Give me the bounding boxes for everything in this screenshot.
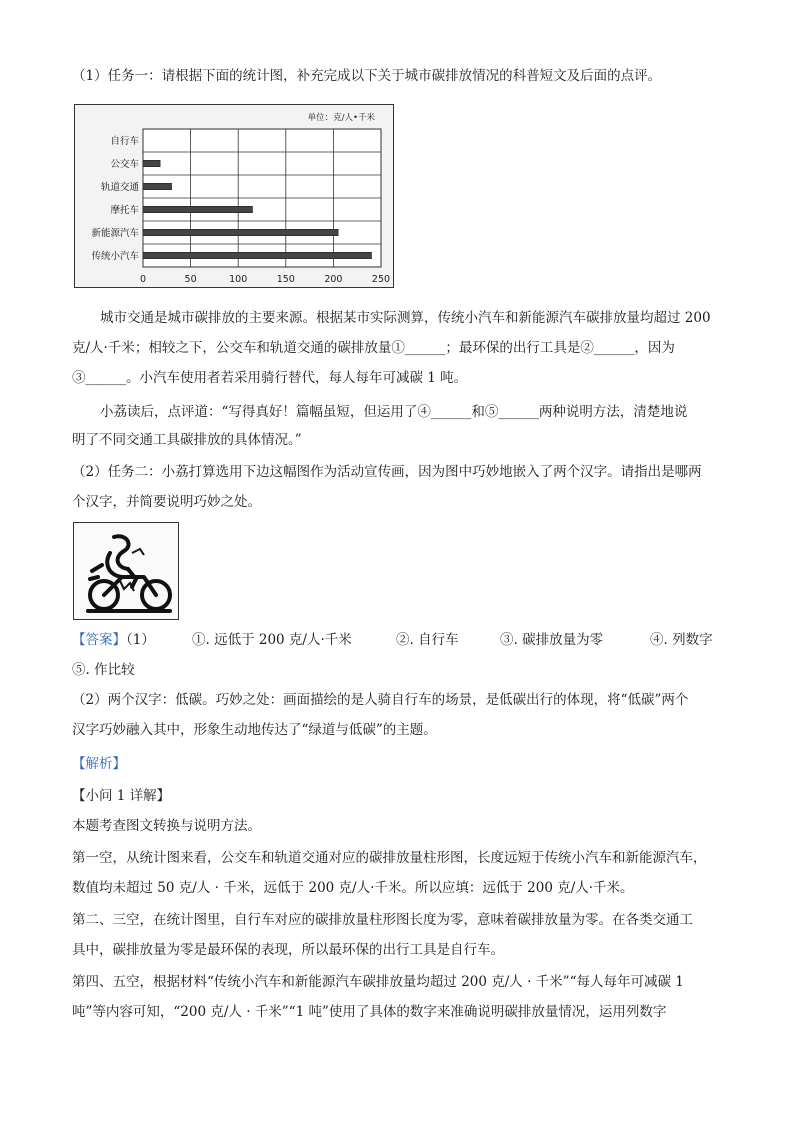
task1-intro: （1）任务一：请根据下面的统计图，补充完成以下关于城市碳排放情况的科普短文及后面的点评。: [72, 68, 662, 84]
cyclist-picture: [73, 522, 179, 620]
article-p1-line1: 城市交通是城市碳排放的主要来源。根据某市实际测算，传统小汽车和新能源汽车碳排放量均超过 200: [100, 310, 711, 326]
article-p2-line1: 小荔读后，点评道：“写得真好！篇幅虽短，但运用了④______和⑤______两种说明方法，清楚地说: [100, 404, 688, 420]
analysis-line7: 吨”等内容可知，“200 克/人 · 千米”“1 吨”使用了具体的数字来准确说明碳排放量情况，运用列数字: [72, 1004, 667, 1020]
analysis-line4: 第二、三空，在统计图里，自行车对应的碳排放量柱形图长度为零，意味着碳排放量为零。在各类交通工: [72, 912, 693, 928]
article-p1-line2: 克/人·千米；相较之下，公交车和轨道交通的碳排放量①______；最环保的出行工具是②______，因为: [72, 340, 675, 356]
answer-item-3: ③. 碳排放量为零: [500, 632, 604, 648]
category-label: 轨道交通: [100, 182, 139, 193]
category-label: 新能源汽车: [91, 228, 139, 239]
answer-item-2: ②. 自行车: [396, 632, 459, 648]
category-label: 摩托车: [110, 205, 139, 216]
category-label: 公交车: [110, 159, 139, 170]
analysis-subheading: 【小问 1 详解】: [72, 788, 171, 804]
article-p1-line3: ③______。小汽车使用者若采用骑行替代，每人每年可减碳 1 吨。: [72, 370, 468, 386]
analysis-tag: 【解析】: [72, 756, 126, 772]
analysis-line2: 第一空，从统计图来看，公交车和轨道交通对应的碳排放量柱形图，长度远短于传统小汽车和新能源汽车，: [72, 850, 707, 866]
answer-item-4: ④. 列数字: [650, 632, 713, 648]
bar: [143, 183, 172, 189]
x-tick-label: 100: [229, 274, 248, 285]
bar: [143, 252, 371, 258]
cyclist-drawing: [74, 523, 178, 619]
analysis-line5: 具中，碳排放量为零是最环保的表现，所以最环保的出行工具是自行车。: [72, 942, 504, 958]
analysis-line1: 本题考查图文转换与说明方法。: [72, 818, 261, 834]
analysis-line6: 第四、五空，根据材料“传统小汽车和新能源汽车碳排放量均超过 200 克/人 · 千米”“每人每年可减碳 1: [72, 974, 684, 990]
bar: [143, 229, 338, 235]
article-p2-line2: 明了不同交通工具碳排放的具体情况。”: [72, 432, 302, 448]
answer-item-5: ⑤. 作比较: [72, 662, 135, 678]
emission-bar-chart: [74, 104, 394, 288]
analysis-line3: 数值均未超过 50 克/人 · 千米，远低于 200 克/人·千米。所以应填：远低于 200 克/人·千米。: [72, 880, 634, 896]
answer-part-label: （1）: [126, 632, 155, 648]
answer-q2-line2: 汉字巧妙融入其中，形象生动地传达了“绿道与低碳”的主题。: [72, 722, 437, 738]
x-tick-label: 0: [139, 274, 147, 285]
answer-tag: 【答案】: [72, 632, 126, 648]
category-label: 传统小汽车: [91, 251, 139, 262]
x-tick-label: 50: [184, 274, 197, 285]
task2-line1: （2）任务二：小荔打算选用下边这幅图作为活动宣传画，因为图中巧妙地嵌入了两个汉字。请指出是哪两: [72, 464, 702, 480]
category-label: 自行车: [110, 136, 139, 147]
bar: [143, 160, 160, 166]
answer-q2-line1: （2）两个汉字：低碳。巧妙之处：画面描绘的是人骑自行车的场景，是低碳出行的体现，将“低碳”两个: [72, 692, 689, 708]
chart-unit-label: 单位：克/人•千米: [307, 113, 375, 123]
x-tick-label: 200: [324, 274, 343, 285]
x-tick-label: 250: [371, 274, 391, 285]
answer-heading: [72, 630, 155, 650]
x-tick-label: 150: [276, 274, 295, 285]
bar: [143, 206, 252, 212]
answer-item-1: ①. 远低于 200 克/人·千米: [192, 632, 352, 648]
task2-line2: 个汉字，并简要说明巧妙之处。: [72, 494, 261, 510]
chart-svg: [75, 105, 393, 287]
